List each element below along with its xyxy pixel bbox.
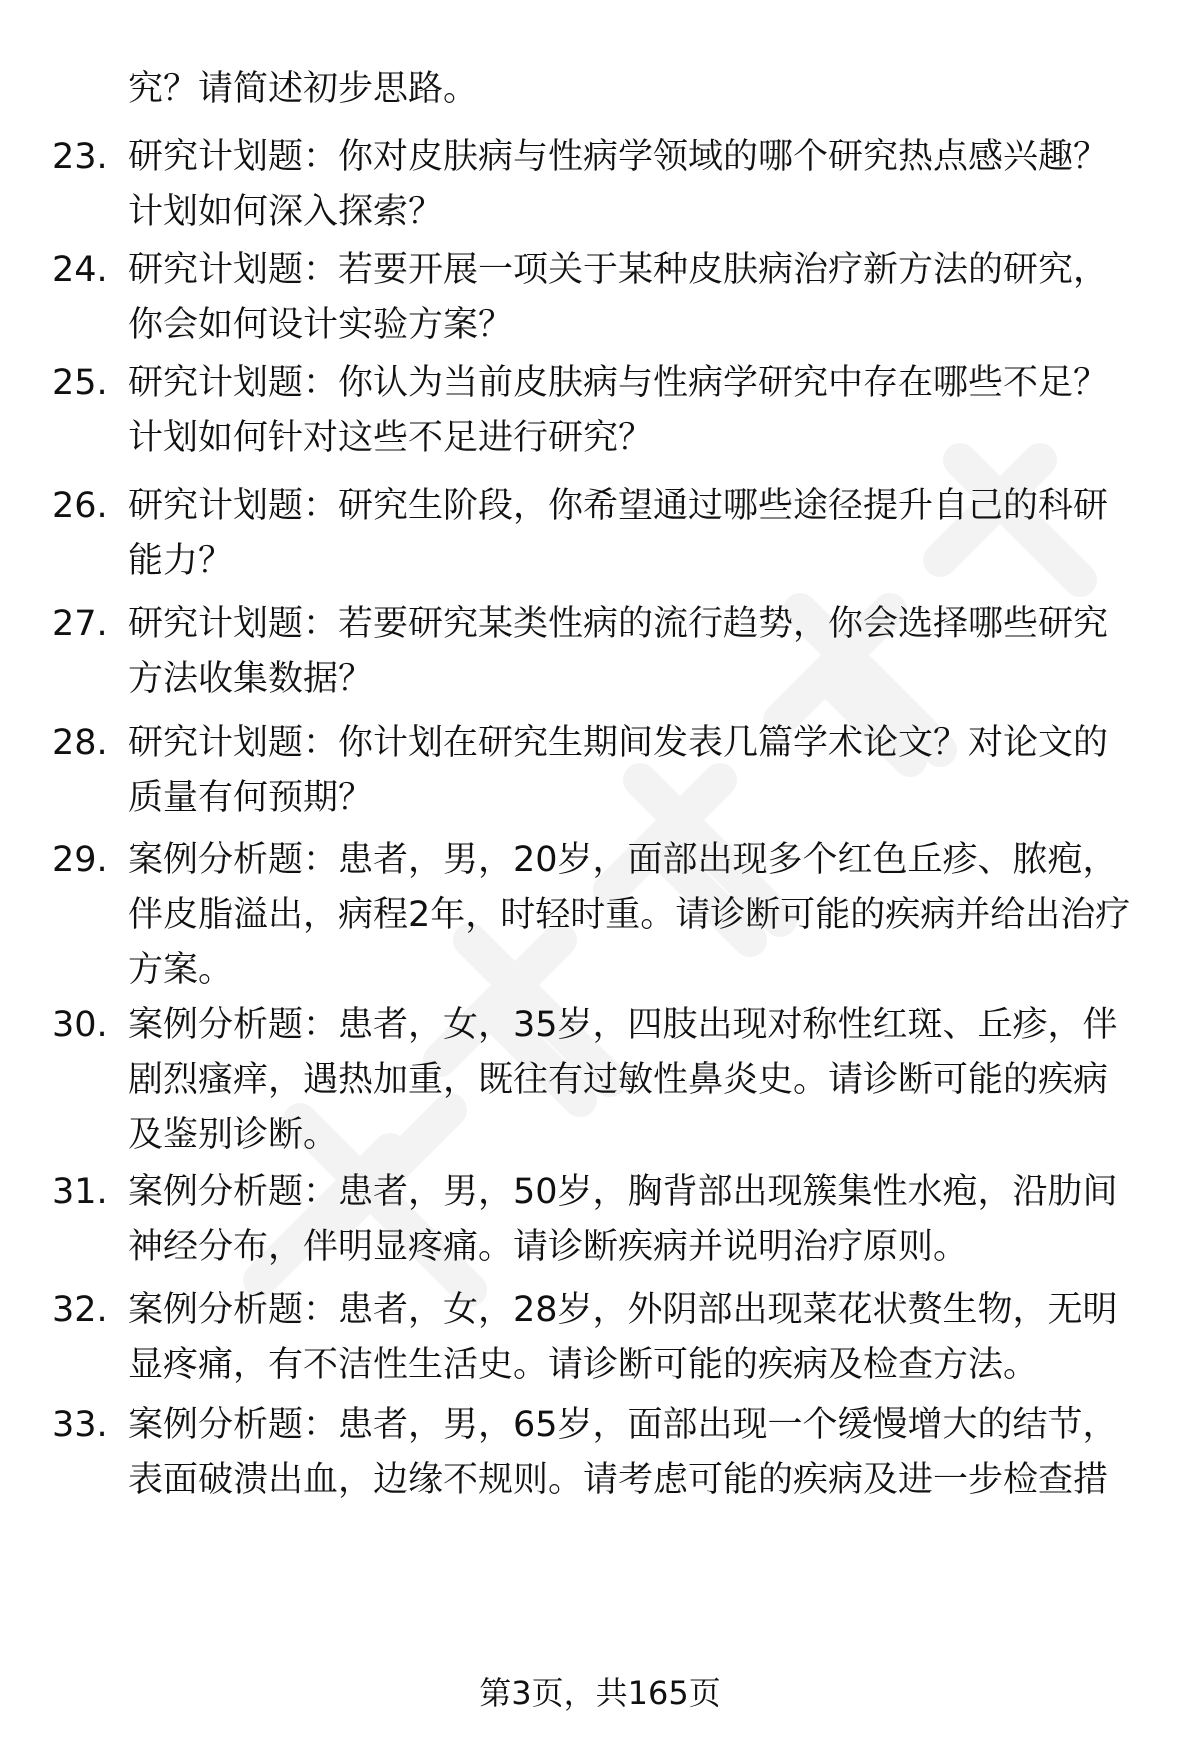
item-line: 表面破溃出血，边缘不规则。请考虑可能的疾病及进一步检查措: [128, 1460, 1109, 1500]
item-text: [128, 1283, 1178, 1393]
item-line: 神经分布，伴明显疼痛。请诊断疾病并说明治疗原则。: [128, 1227, 969, 1267]
item-line: 研究计划题：若要研究某类性病的流行趋势，你会选择哪些研究: [128, 604, 1109, 644]
item-line: 研究计划题：你对皮肤病与性病学领域的哪个研究热点感兴趣？: [128, 137, 1109, 177]
item-number: 24.: [52, 250, 108, 290]
item-line: 计划如何深入探索？: [128, 192, 444, 232]
item-text: [128, 1165, 1178, 1275]
item-line: 案例分析题：患者，女，35岁，四肢出现对称性红斑、丘疹，伴: [128, 1005, 1118, 1045]
item-text: [128, 479, 1178, 589]
item-line: 案例分析题：患者，女，28岁，外阴部出现菜花状赘生物，无明: [128, 1290, 1118, 1330]
item-number: 32.: [52, 1290, 108, 1330]
item-text: [128, 243, 1178, 353]
item-text: [128, 716, 1178, 826]
item-line: 研究计划题：你计划在研究生期间发表几篇学术论文？对论文的: [128, 723, 1109, 763]
item-line: 计划如何针对这些不足进行研究？: [128, 418, 654, 458]
item-number: 31.: [52, 1172, 108, 1212]
item-text: [128, 1398, 1178, 1508]
item-text: [128, 130, 1178, 240]
item-number: 23.: [52, 137, 108, 177]
continuation-text: 究？请简述初步思路。: [128, 69, 479, 109]
item-line: 质量有何预期？: [128, 778, 374, 818]
item-line: 显疼痛，有不洁性生活史。请诊断可能的疾病及检查方法。: [128, 1345, 1039, 1385]
item-text: [128, 833, 1178, 998]
item-line: 你会如何设计实验方案？: [128, 305, 514, 345]
item-line: 及鉴别诊断。: [128, 1115, 339, 1155]
item-number: 26.: [52, 486, 108, 526]
page-footer: 第3页，共165页: [479, 1674, 721, 1712]
item-number: 25.: [52, 363, 108, 403]
item-line: 研究计划题：若要开展一项关于某种皮肤病治疗新方法的研究，: [128, 250, 1109, 290]
item-text: [128, 597, 1178, 707]
item-line: 研究计划题：研究生阶段，你希望通过哪些途径提升自己的科研: [128, 486, 1109, 526]
item-number: 30.: [52, 1005, 108, 1045]
item-number: 28.: [52, 723, 108, 763]
item-number: 29.: [52, 840, 108, 880]
item-line: 研究计划题：你认为当前皮肤病与性病学研究中存在哪些不足？: [128, 363, 1109, 403]
item-line: 能力？: [128, 541, 234, 581]
item-line: 方法收集数据？: [128, 659, 374, 699]
item-line: 案例分析题：患者，男，65岁，面部出现一个缓慢增大的结节，: [128, 1405, 1118, 1445]
item-text: [128, 356, 1178, 466]
item-line: 方案。: [128, 950, 234, 990]
item-number: 33.: [52, 1405, 108, 1445]
item-number: 27.: [52, 604, 108, 644]
item-line: 案例分析题：患者，男，50岁，胸背部出现簇集性水疱，沿肋间: [128, 1172, 1118, 1212]
item-text: [128, 998, 1178, 1163]
item-line: 伴皮脂溢出，病程2年，时轻时重。请诊断可能的疾病并给出治疗: [128, 895, 1131, 935]
item-line: 案例分析题：患者，男，20岁，面部出现多个红色丘疹、脓疱，: [128, 840, 1118, 880]
item-line: 剧烈瘙痒，遇热加重，既往有过敏性鼻炎史。请诊断可能的疾病: [128, 1060, 1109, 1100]
